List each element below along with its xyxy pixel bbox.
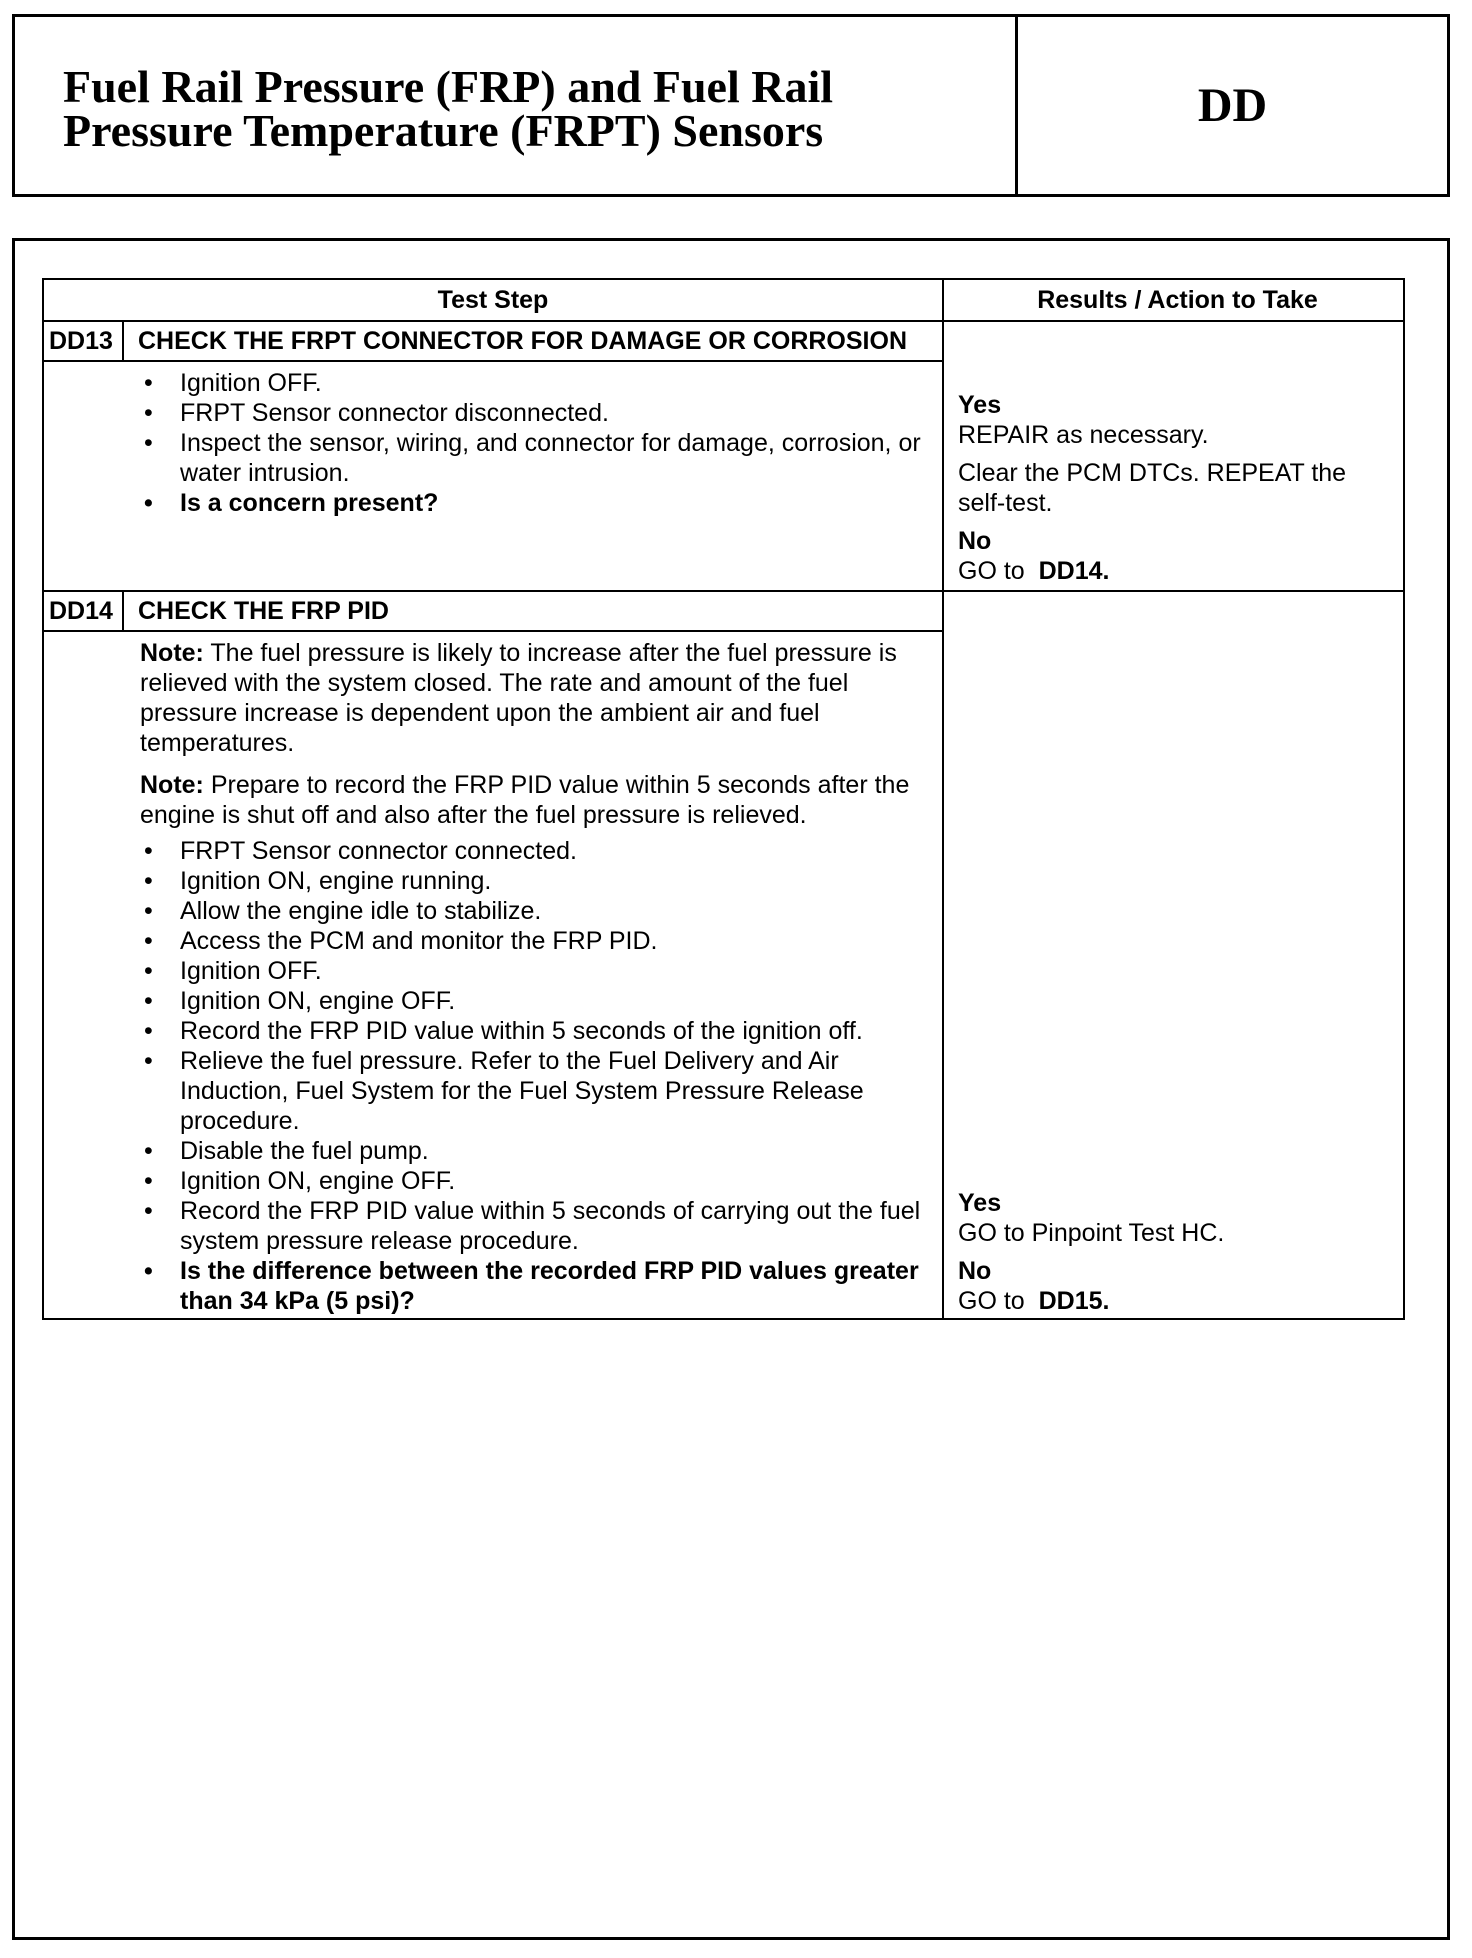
list-item: • FRPT Sensor connector disconnected. xyxy=(140,398,932,428)
column-header-test-step: Test Step xyxy=(44,280,944,320)
page-title-line2: Pressure Temperature (FRPT) Sensors xyxy=(63,105,824,156)
step-instructions xyxy=(140,368,932,518)
next-step-ref: DD14. xyxy=(1038,557,1110,585)
list-item: • Access the PCM and monitor the FRP PID. xyxy=(140,926,932,956)
step-question: • Is a concern present? xyxy=(140,488,932,518)
test-step-dd14 xyxy=(44,592,1403,1318)
yes-label: Yes xyxy=(958,1189,1002,1217)
list-item: • Disable the fuel pump. xyxy=(140,1136,932,1166)
list-item: • Record the FRP PID value within 5 seconds of carrying out the fuel system pressure release procedure. xyxy=(140,1196,932,1256)
no-label: No xyxy=(958,1257,992,1285)
table-header-row xyxy=(44,280,1403,322)
next-step-ref: DD15. xyxy=(1038,1287,1110,1315)
list-item: • Allow the engine idle to stabilize. xyxy=(140,896,932,926)
list-item: • FRPT Sensor connector connected. xyxy=(140,836,932,866)
step-id: DD13 xyxy=(44,322,124,360)
list-item: • Ignition ON, engine OFF. xyxy=(140,1166,932,1196)
step-instructions xyxy=(140,836,932,1316)
note: Note: Prepare to record the FRP PID value within 5 seconds after the engine is shut off and also after the fuel pressure is relieved. xyxy=(140,771,910,829)
step-results xyxy=(944,322,1403,590)
step-title: CHECK THE FRPT CONNECTOR FOR DAMAGE OR CORROSION xyxy=(138,327,907,355)
yes-action: GO to Pinpoint Test HC. xyxy=(958,1219,1225,1247)
no-action: GO to DD15. xyxy=(958,1287,1110,1315)
list-item: • Ignition ON, engine running. xyxy=(140,866,932,896)
page-header xyxy=(12,14,1450,197)
test-step-table xyxy=(42,278,1405,1320)
step-results xyxy=(944,592,1403,1318)
test-step-dd13 xyxy=(44,322,1403,592)
step-title: CHECK THE FRP PID xyxy=(138,597,389,625)
list-item: • Ignition ON, engine OFF. xyxy=(140,986,932,1016)
page-title xyxy=(15,17,1018,194)
section-code: DD xyxy=(1197,79,1268,132)
list-item: • Inspect the sensor, wiring, and connector for damage, corrosion, or water intrusion. xyxy=(140,428,932,488)
page-title-line1: Fuel Rail Pressure (FRP) and Fuel Rail xyxy=(63,61,834,112)
yes-label: Yes xyxy=(958,391,1002,419)
step-id: DD14 xyxy=(44,592,124,630)
list-item: • Ignition OFF. xyxy=(140,956,932,986)
yes-action-2: Clear the PCM DTCs. REPEAT the self-test. xyxy=(958,459,1347,517)
column-header-results: Results / Action to Take xyxy=(1037,286,1318,314)
yes-action: REPAIR as necessary. xyxy=(958,421,1209,449)
no-label: No xyxy=(958,527,992,555)
list-item: • Ignition OFF. xyxy=(140,368,932,398)
list-item: • Record the FRP PID value within 5 seconds of the ignition off. xyxy=(140,1016,932,1046)
list-item: • Relieve the fuel pressure. Refer to the Fuel Delivery and Air Induction, Fuel System for the Fuel System Pressure Release procedure. xyxy=(140,1046,932,1136)
note: Note: The fuel pressure is likely to increase after the fuel pressure is relieved with the system closed. The rate and amount of the fuel pressure increase is dependent upon the ambient air and fuel temperatures. xyxy=(140,639,897,757)
step-question: • Is the difference between the recorded FRP PID values greater than 34 kPa (5 psi)? xyxy=(140,1256,932,1316)
no-action: GO to DD14. xyxy=(958,557,1110,585)
